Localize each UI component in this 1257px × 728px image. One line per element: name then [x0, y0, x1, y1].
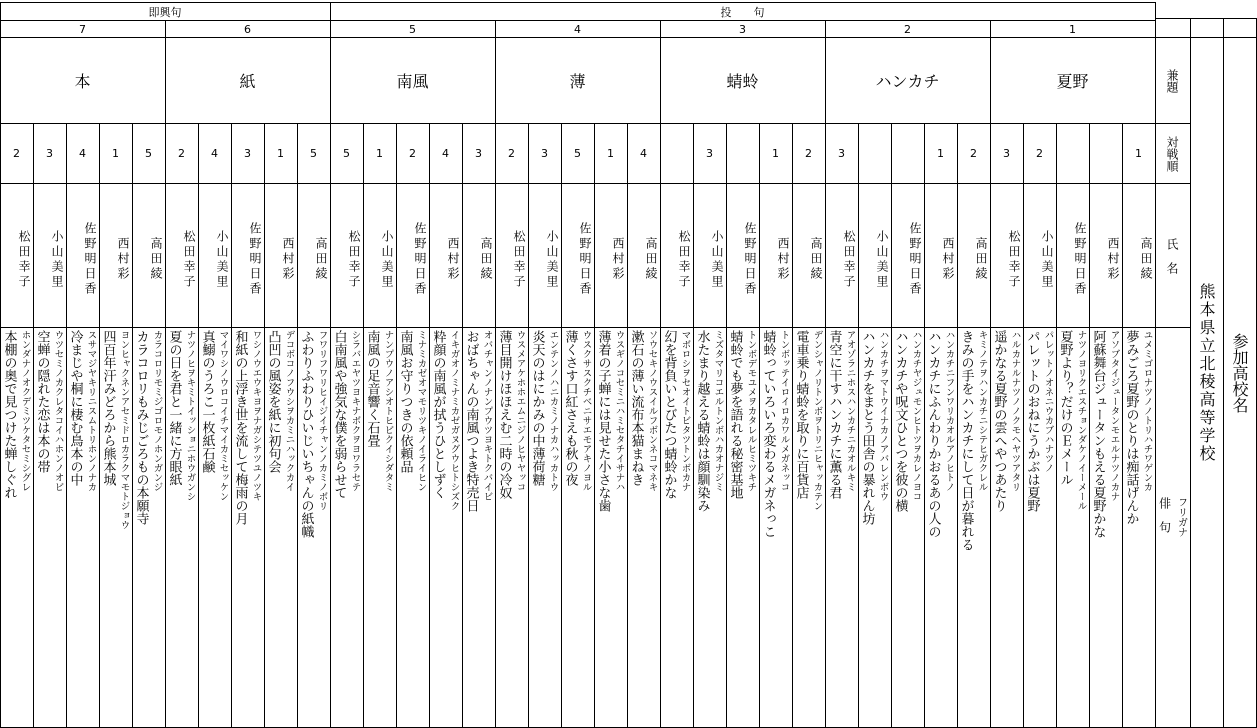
haiku-entry: [99, 328, 132, 727]
member-name: 松田幸子: [512, 229, 526, 290]
member-name: 西村彩: [281, 237, 295, 282]
member-name: 高田綾: [809, 237, 823, 282]
haiku-text: おばちゃんの南風つよき特売日: [463, 330, 479, 512]
haiku-furigana: アオゾラニホスハンカチニカオルキミ: [844, 330, 856, 492]
battle-order: 1: [607, 147, 614, 160]
round-number: 6: [244, 22, 251, 36]
haiku-entry: [495, 328, 528, 727]
haiku-text: 本棚の奥で見つけた蝉しぐれ: [1, 330, 17, 499]
haiku-entry: [825, 328, 858, 727]
member-name: 高田綾: [479, 237, 493, 282]
haiku-text: 夢みごろ夏野のとりは痴話げんか: [1123, 330, 1139, 525]
haiku-furigana: カラコロリモミジゴロモノホンガンジ: [151, 330, 163, 492]
haiku-text: 真鰯のうろこ一枚紙石鹸: [199, 330, 215, 473]
haiku-text: 薄着の子蝉には見せた小さな歯: [595, 330, 611, 512]
haiku-entry: [792, 328, 825, 727]
haiku-entry: [1023, 328, 1056, 727]
haiku-text: 白南風や強気な僕を弱らせて: [331, 330, 347, 499]
haiku-furigana: トンボッテイロイロカワルメガネッコ: [778, 330, 790, 492]
haiku-entry: [1056, 328, 1089, 727]
member-name: 小山美里: [1040, 229, 1054, 290]
touku-header: 投 句: [720, 5, 765, 19]
member-name: 佐野明日香: [908, 222, 922, 297]
battle-order: 2: [178, 147, 185, 160]
haiku-entry: [363, 328, 396, 727]
battle-order: [891, 124, 924, 183]
haiku-furigana: パレットノオネニウカブハナツノ: [1042, 330, 1054, 473]
haiku-furigana: ハンカチヤジュモンヒトツヲカレノヨコ: [910, 330, 922, 501]
haiku-entry: [165, 328, 198, 727]
round-number: 2: [904, 22, 911, 36]
furigana-label: フリガナ: [1175, 497, 1187, 537]
shimei-label: 氏 名: [1165, 237, 1179, 274]
haiku-furigana: ウツセミノカクレタコイハホンノオビ: [52, 330, 64, 492]
haiku-furigana: ホンダナノオクデミツケタセミシグレ: [19, 330, 31, 492]
round-topic: 紙: [239, 72, 256, 91]
haiku-entry: [594, 328, 627, 727]
haiku-furigana: ユメミゴロナツノノトリハチワゲンカ: [1141, 330, 1153, 492]
battle-order: 5: [343, 147, 350, 160]
haiku-furigana: ハンカチヲマトウイナカノアバレンボウ: [877, 330, 889, 501]
round-topic: 本: [74, 72, 91, 91]
round-number: 4: [574, 22, 581, 36]
member-name: 松田幸子: [677, 229, 691, 290]
haiku-entry: [396, 328, 429, 727]
haiku-entry: [693, 328, 726, 727]
haiku-entry: [33, 328, 66, 727]
haiku-text: 幻を背負いとびたつ蜻蛉かな: [661, 330, 677, 499]
kendai-label: 兼題: [1165, 68, 1179, 93]
haiku-text: 漱石の薄い流布本猫まねき: [628, 330, 644, 486]
battle-order: 3: [475, 147, 482, 160]
haiku-furigana: トンボデモユメヲカタレルヒミツキチ: [745, 330, 757, 492]
haiku-entry: [132, 328, 165, 727]
haiku-furigana: マイワシノウロコイチマイカミセッケン: [217, 330, 229, 501]
sanka-title: 参加高校名: [1230, 332, 1249, 413]
haiku-furigana: アソブタイジュータンモエルナツノカナ: [1108, 330, 1120, 501]
haiku-text: 蜻蛉っていろいろ変わるメガネっこ: [760, 330, 776, 538]
member-name: 西村彩: [446, 237, 460, 282]
battle-order: 3: [244, 147, 251, 160]
haiku-label-group: [1155, 497, 1190, 617]
battle-order: 1: [1135, 147, 1142, 160]
haiku-furigana: ナツノヒヲキミトイッショニホウガンシ: [184, 330, 196, 501]
haiku-entry: [297, 328, 330, 727]
haiku-furigana: フワリフワリヒイジイチャンノカミノボリ: [316, 330, 328, 511]
member-name: 高田綾: [974, 237, 988, 282]
haiku-entry: [1089, 328, 1122, 727]
member-name: 佐野明日香: [1073, 222, 1087, 297]
haiku-text: きみの手をハンカチにして日が暮れる: [958, 330, 974, 551]
haiku-entry: [1122, 328, 1155, 727]
haiku-furigana: キミノテヲハンカチニシテヒガクレル: [976, 330, 988, 492]
haiku-furigana: デンシャノリトンボヲトリニヒャッカテン: [811, 330, 823, 511]
member-name: 松田幸子: [182, 229, 196, 290]
member-name: 佐野明日香: [578, 222, 592, 297]
haiku-entry: [198, 328, 231, 727]
round-topic: 夏野: [1056, 72, 1089, 91]
battle-order: 2: [805, 147, 812, 160]
battle-order: 3: [1003, 147, 1010, 160]
battle-order: 5: [574, 147, 581, 160]
haiku-entry: [858, 328, 891, 727]
member-name: 小山美里: [875, 229, 889, 290]
haiku-text: 凸凹の風姿を紙に初句会: [265, 330, 281, 473]
haiku-furigana: ワシノウエウキヨヲナガシテツユノツキ: [250, 330, 262, 501]
haiku-text: 夏の日を君と一緒に方眼紙: [166, 330, 182, 486]
round-topic: 蜻蛉: [726, 72, 759, 91]
member-name: 小山美里: [50, 229, 64, 290]
battle-order: 5: [310, 147, 317, 160]
haiku-furigana: ナンプウノアシオトヒビクイシダタミ: [382, 330, 394, 492]
member-name: 高田綾: [644, 237, 658, 282]
haiku-text: 阿蘇舞台ジュータンもえる夏野かな: [1090, 330, 1106, 538]
battle-order: 5: [145, 147, 152, 160]
member-name: 西村彩: [611, 237, 625, 282]
haiku-text: パレットのおねにうかぶは夏野: [1024, 330, 1040, 512]
haiku-furigana: イキガオノミナミカゼガヌグウヒトシズク: [448, 330, 460, 511]
member-name: 小山美里: [215, 229, 229, 290]
haiku-entry: [231, 328, 264, 727]
haiku-text: 南風の足音響く石畳: [364, 330, 380, 447]
member-name: 松田幸子: [17, 229, 31, 290]
haiku-furigana: マボロシヲセオイトビタツトンボカナ: [679, 330, 691, 492]
haiku-text: ふわりふわりひいじいちゃんの紙幟: [298, 330, 314, 538]
member-name: 西村彩: [941, 237, 955, 282]
member-name: 西村彩: [116, 237, 130, 282]
haiku-text: 薄目開けほほえむ二時の冷奴: [496, 330, 512, 499]
haiku-furigana: ナツノヨリクエスチョンダケノイーメール: [1075, 330, 1087, 511]
haiku-text: 和紙の上浮き世を流して梅雨の月: [232, 330, 248, 525]
haiku-furigana: ウスメアケホホエムニジノヒヤヤッコ: [514, 330, 526, 492]
battle-order: 1: [376, 147, 383, 160]
haiku-entry: [627, 328, 660, 727]
haiku-furigana: ソウセキノウスイルフボンネコマネキ: [646, 330, 658, 492]
member-name: 西村彩: [776, 237, 790, 282]
haiku-text: 夏野より？だけのＥメール: [1057, 330, 1073, 486]
haiku-furigana: ウスクサスクチベニサエモアキノヨル: [580, 330, 592, 492]
haiku-furigana: シラバエヤツヨキナボクヲヨワラセテ: [349, 330, 361, 492]
member-name: 松田幸子: [1007, 229, 1021, 290]
haiku-furigana: ハンカチニフンワリカオルアノヒトノ: [943, 330, 955, 492]
haiku-text: 電車乗り蜻蛉を取りに百貨店: [793, 330, 809, 499]
round-number: 3: [739, 22, 746, 36]
member-name: 高田綾: [149, 237, 163, 282]
battle-order: 2: [409, 147, 416, 160]
battle-order: 1: [277, 147, 284, 160]
haiku-text: ハンカチにふんわりかおるあの人の: [925, 330, 941, 538]
haiku-text: ハンカチや呪文ひとつを彼の横: [892, 330, 908, 512]
haiku-text: 遥かなる夏野の雲へやつあたり: [991, 330, 1007, 512]
member-name: 小山美里: [710, 229, 724, 290]
member-name: 松田幸子: [842, 229, 856, 290]
battle-order: 2: [970, 147, 977, 160]
haiku-text: 炎天のはにかみの中薄荷糖: [529, 330, 545, 486]
haiku-text: 青空に干すハンカチに薫る君: [826, 330, 842, 499]
haiku-label: 俳 句: [1157, 497, 1172, 533]
haiku-entry: [264, 328, 297, 727]
haiku-text: ハンカチをまとう田舎の暴れん坊: [859, 330, 875, 525]
haiku-furigana: ウスギノコセミニハミセタチイサナハ: [613, 330, 625, 492]
haiku-entry: [330, 328, 363, 727]
haiku-furigana: ヨンヒャクネンアセミドロカラクマモトジョウ: [118, 330, 130, 530]
battle-order: [660, 124, 693, 183]
sokkyo-header: 即興句: [148, 5, 182, 19]
round-topic: 南風: [396, 72, 429, 91]
taisenjun-label: 対戦順: [1165, 135, 1179, 172]
haiku-entry: [561, 328, 594, 727]
battle-order: 4: [211, 147, 218, 160]
battle-order: 3: [541, 147, 548, 160]
haiku-entry: [0, 328, 33, 727]
haiku-text: 粋顔の南風が拭うひとしずく: [430, 330, 446, 499]
member-name: 高田綾: [1139, 237, 1153, 282]
member-name: 小山美里: [380, 229, 394, 290]
battle-order: 3: [706, 147, 713, 160]
battle-order: [726, 124, 759, 183]
battle-order: [1089, 124, 1122, 183]
round-number: 1: [1069, 22, 1076, 36]
member-name: 佐野明日香: [248, 222, 262, 297]
haiku-furigana: オバチャンノナンプウツヨキトクバイビ: [481, 330, 493, 501]
round-topic: ハンカチ: [875, 72, 940, 91]
battle-order: 1: [112, 147, 119, 160]
haiku-entry: [924, 328, 957, 727]
battle-order: 3: [838, 147, 845, 160]
battle-order: [858, 124, 891, 183]
haiku-entry: [429, 328, 462, 727]
haiku-furigana: エンテンノハニカミノナカハッカトウ: [547, 330, 559, 492]
haiku-entry: [660, 328, 693, 727]
haiku-entry: [66, 328, 99, 727]
battle-order: 2: [508, 147, 515, 160]
haiku-entry: [726, 328, 759, 727]
member-name: 高田綾: [314, 237, 328, 282]
battle-order: 4: [640, 147, 647, 160]
haiku-text: 南風お守りつきの依頼品: [397, 330, 413, 473]
haiku-furigana: ハルカナルナツノノクモヘヤツアタリ: [1009, 330, 1021, 492]
haiku-text: 空蝉の隠れた恋は本の帯: [34, 330, 50, 473]
haiku-furigana: デコボコノフウシヲカミニハックカイ: [283, 330, 295, 492]
member-name: 小山美里: [545, 229, 559, 290]
member-name: 松田幸子: [347, 229, 361, 290]
haiku-entry: [462, 328, 495, 727]
haiku-text: 水たまり越える蜻蛉は顔馴染み: [694, 330, 710, 512]
haiku-furigana: ミズタマリコエルトンボハカオナジミ: [712, 330, 724, 492]
battle-order: 4: [442, 147, 449, 160]
haiku-entry: [528, 328, 561, 727]
haiku-entry: [891, 328, 924, 727]
haiku-entry: [759, 328, 792, 727]
haiku-text: カラコロリもみじごろもの本願寺: [133, 330, 149, 525]
battle-order: 3: [46, 147, 53, 160]
battle-order: 4: [79, 147, 86, 160]
battle-order: 1: [772, 147, 779, 160]
haiku-text: 薄くさす口紅さえも秋の夜: [562, 330, 578, 486]
member-name: 佐野明日香: [83, 222, 97, 297]
haiku-text: 四百年汗みどろから熊本城: [100, 330, 116, 486]
battle-order: 1: [937, 147, 944, 160]
member-name: 佐野明日香: [413, 222, 427, 297]
battle-order: 2: [1036, 147, 1043, 160]
battle-order: 2: [13, 147, 20, 160]
round-number: 7: [79, 22, 86, 36]
round-number: 5: [409, 22, 416, 36]
haiku-furigana: スサマジヤキリニスムトリホンノナカ: [85, 330, 97, 492]
haiku-text: 冷まじや桐に棲む鳥本の中: [67, 330, 83, 486]
haiku-furigana: ミナミカゼオマモリツキノイライヒン: [415, 330, 427, 492]
member-name: 西村彩: [1106, 237, 1120, 282]
school-name: 熊本県立北稜高等学校: [1197, 282, 1216, 463]
haiku-text: 蜻蛉でも夢を語れる秘密基地: [727, 330, 743, 499]
round-topic: 薄: [569, 72, 586, 91]
battle-order: [1056, 124, 1089, 183]
member-name: 佐野明日香: [743, 222, 757, 297]
haiku-entry: [990, 328, 1023, 727]
haiku-entry: [957, 328, 990, 727]
